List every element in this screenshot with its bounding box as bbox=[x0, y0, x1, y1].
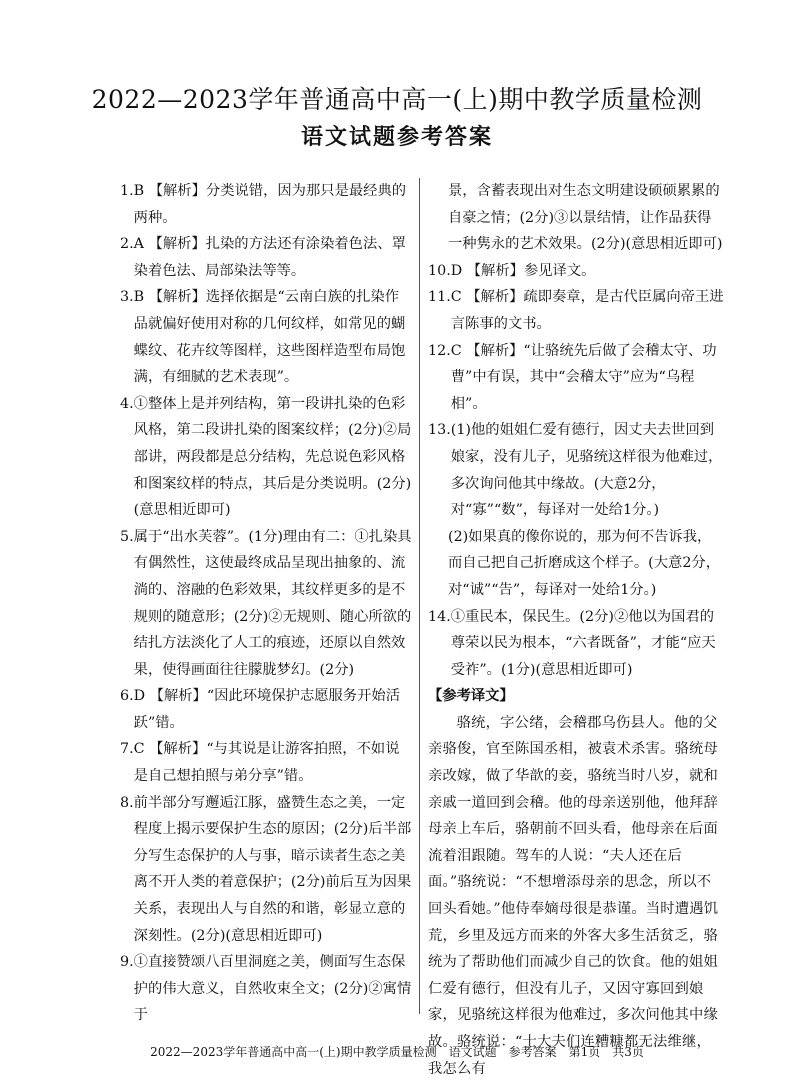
answer-item bbox=[120, 736, 412, 789]
answer-item bbox=[120, 178, 412, 231]
answer-number: 1. bbox=[120, 183, 134, 199]
answer-number: 3. bbox=[120, 289, 134, 306]
answer-number: 6. bbox=[120, 688, 134, 705]
answer-item bbox=[120, 231, 412, 284]
answer-text: ①重民本，保民生。(2分)②他以为国君的尊荣以民为根本，“六者既备”，才能“应天受祚”。(1分)(意思相近即可) bbox=[450, 608, 716, 678]
answer-item bbox=[428, 338, 724, 418]
answer-text: C 【解析】疏即奏章，是古代臣属向帝王进言陈事的文书。 bbox=[450, 289, 724, 332]
answer-continuation: 景，含蓄表现出对生态文明建设硕硕累累的自豪之情；(2分)③以景结情，让作品获得一种隽永的艺术效果。(2分)(意思相近即可) bbox=[448, 183, 723, 253]
answer-text: ①整体上是并列结构，第一段讲扎染的色彩风格，第二段讲扎染的图案纹样；(2分)②局部讲，两段都是总分结构，先总说色彩风格和图案纹样的特点，其后是分类说明。(2分)(意思相近即可) bbox=[133, 395, 412, 519]
answer-item bbox=[120, 284, 412, 390]
answer-number: 11. bbox=[428, 289, 451, 306]
answer-number: 12. bbox=[428, 342, 451, 359]
document-subtitle: 语文试题参考答案 bbox=[300, 125, 493, 150]
answer-number: 5. bbox=[120, 528, 134, 545]
document-title: 2022—2023学年普通高中高一(上)期中教学质量检测 bbox=[91, 85, 703, 114]
answer-item bbox=[120, 790, 412, 950]
answer-text: C 【解析】“与其说是让游客拍照，不如说是自己想拍照与弟分享”错。 bbox=[133, 741, 400, 785]
answer-item bbox=[120, 524, 412, 684]
answer-text: A 【解析】扎染的方法还有涂染着色法、罩染着色法、局部染法等等。 bbox=[133, 236, 406, 279]
answer-subpart: (2)如果真的像你说的，那为何不告诉我，而自己把自己折磨成这个样子。(大意2分，对“诚”“告”，每译对一处给1分。) bbox=[448, 528, 721, 598]
answer-text: B 【解析】分类说错，因为那只是最经典的两种。 bbox=[133, 183, 407, 226]
answer-number: 9. bbox=[120, 954, 134, 971]
page-footer: 2022—2023学年普通高中高一(上)期中教学质量检测 语文试题 参考答案 第1页 共3页 bbox=[150, 1045, 644, 1059]
right-column bbox=[428, 178, 724, 1082]
answer-number: 10. bbox=[428, 262, 451, 279]
column-divider bbox=[419, 178, 420, 1014]
answer-item bbox=[428, 604, 724, 684]
answer-text: (1)他的姐姐仁爱有德行，因丈夫去世回到娘家，没有儿子，见骆统这样很为他难过，多次询问他其中缘故。(大意2分，对“寡”“数”，每译对一处给1分。) bbox=[450, 422, 723, 519]
answer-number: 13. bbox=[428, 422, 451, 439]
answer-item bbox=[428, 417, 724, 523]
answer-text: D 【解析】“因此环境保护志愿服务开始活跃”错。 bbox=[133, 688, 401, 731]
answer-number: 14. bbox=[428, 608, 451, 625]
reference-translation-text: 骆统，字公绪，会稽郡乌伤县人。他的父亲骆俊，官至陈国丞相，被袁术杀害。骆统母亲改嫁，做了华歆的妾，骆统当时八岁，就和亲戚一道回到会稽。他的母亲送别他，他拜辞母亲上车后，骆朝前不回头看，他母亲在后面流着泪跟随。驾车的人说：“夫人还在后面。”骆统说：“不想增添母亲的思念，所以不回头看她。”他侍奉嫡母很是恭谨。当时遭遇饥荒，乡里及远方而来的外客大多生活贫乏，骆统为了帮助他们而减少自己的饮食。他的姐姐仁爱有德行，但没有儿子，又因守寡回到娘家，见骆统这样很为他难过，多次问他其中缘故。骆统说：“士大夫们连糟糠都无法维继，我怎么有 bbox=[428, 714, 719, 1077]
answer-text: ①直接赞颂八百里洞庭之美，侧面写生态保护的伟大意义，自然收束全文；(2分)②寓情于 bbox=[133, 954, 412, 1024]
reference-translation-heading: 【参考译文】 bbox=[428, 688, 514, 705]
answer-item bbox=[120, 683, 412, 736]
answer-item bbox=[120, 949, 412, 1029]
answer-text: D 【解析】参见译文。 bbox=[450, 262, 596, 279]
left-column bbox=[120, 178, 412, 1029]
answer-number: 2. bbox=[120, 236, 134, 253]
answer-number: 4. bbox=[120, 395, 134, 412]
answer-item bbox=[428, 284, 724, 337]
answer-number: 8. bbox=[120, 794, 134, 811]
answer-text: 前半部分写邂逅江豚，盛赞生态之美，一定程度上揭示要保护生态的原因；(2分)后半部分写生态保护的人与事，暗示读者生态之美离不开人类的着意保护；(2分)前后互为因果关系，表现出人与自然的和谐，彰显立意的深刻性。(2分)(意思相近即可) bbox=[133, 794, 412, 944]
answer-text: B 【解析】选择依据是“云南白族的扎染作品就偏好使用对称的几何纹样，如常见的蝴蝶纹、花卉纹等图样，这些图样造型布局饱满，有细腻的艺术表现”。 bbox=[133, 289, 406, 386]
answer-number: 7. bbox=[120, 741, 134, 758]
answer-item bbox=[120, 391, 412, 524]
answer-text: 属于“出水芙蓉”。(1分)理由有二：①扎染具有偶然性，这使最终成品呈现出抽象的、流淌的、溶融的色彩效果，其纹样更多的是不规则的随意形；(2分)②无规则、随心所欲的结扎方法淡化了人工的痕迹，还原以自然效果，使得画面往往朦胧梦幻。(2分) bbox=[133, 528, 412, 678]
answer-item bbox=[428, 258, 724, 285]
answer-text: C 【解析】“让骆统先后做了会稽太守、功曹”中有误，其中“会稽太守”应为“乌程相”。 bbox=[450, 342, 717, 412]
